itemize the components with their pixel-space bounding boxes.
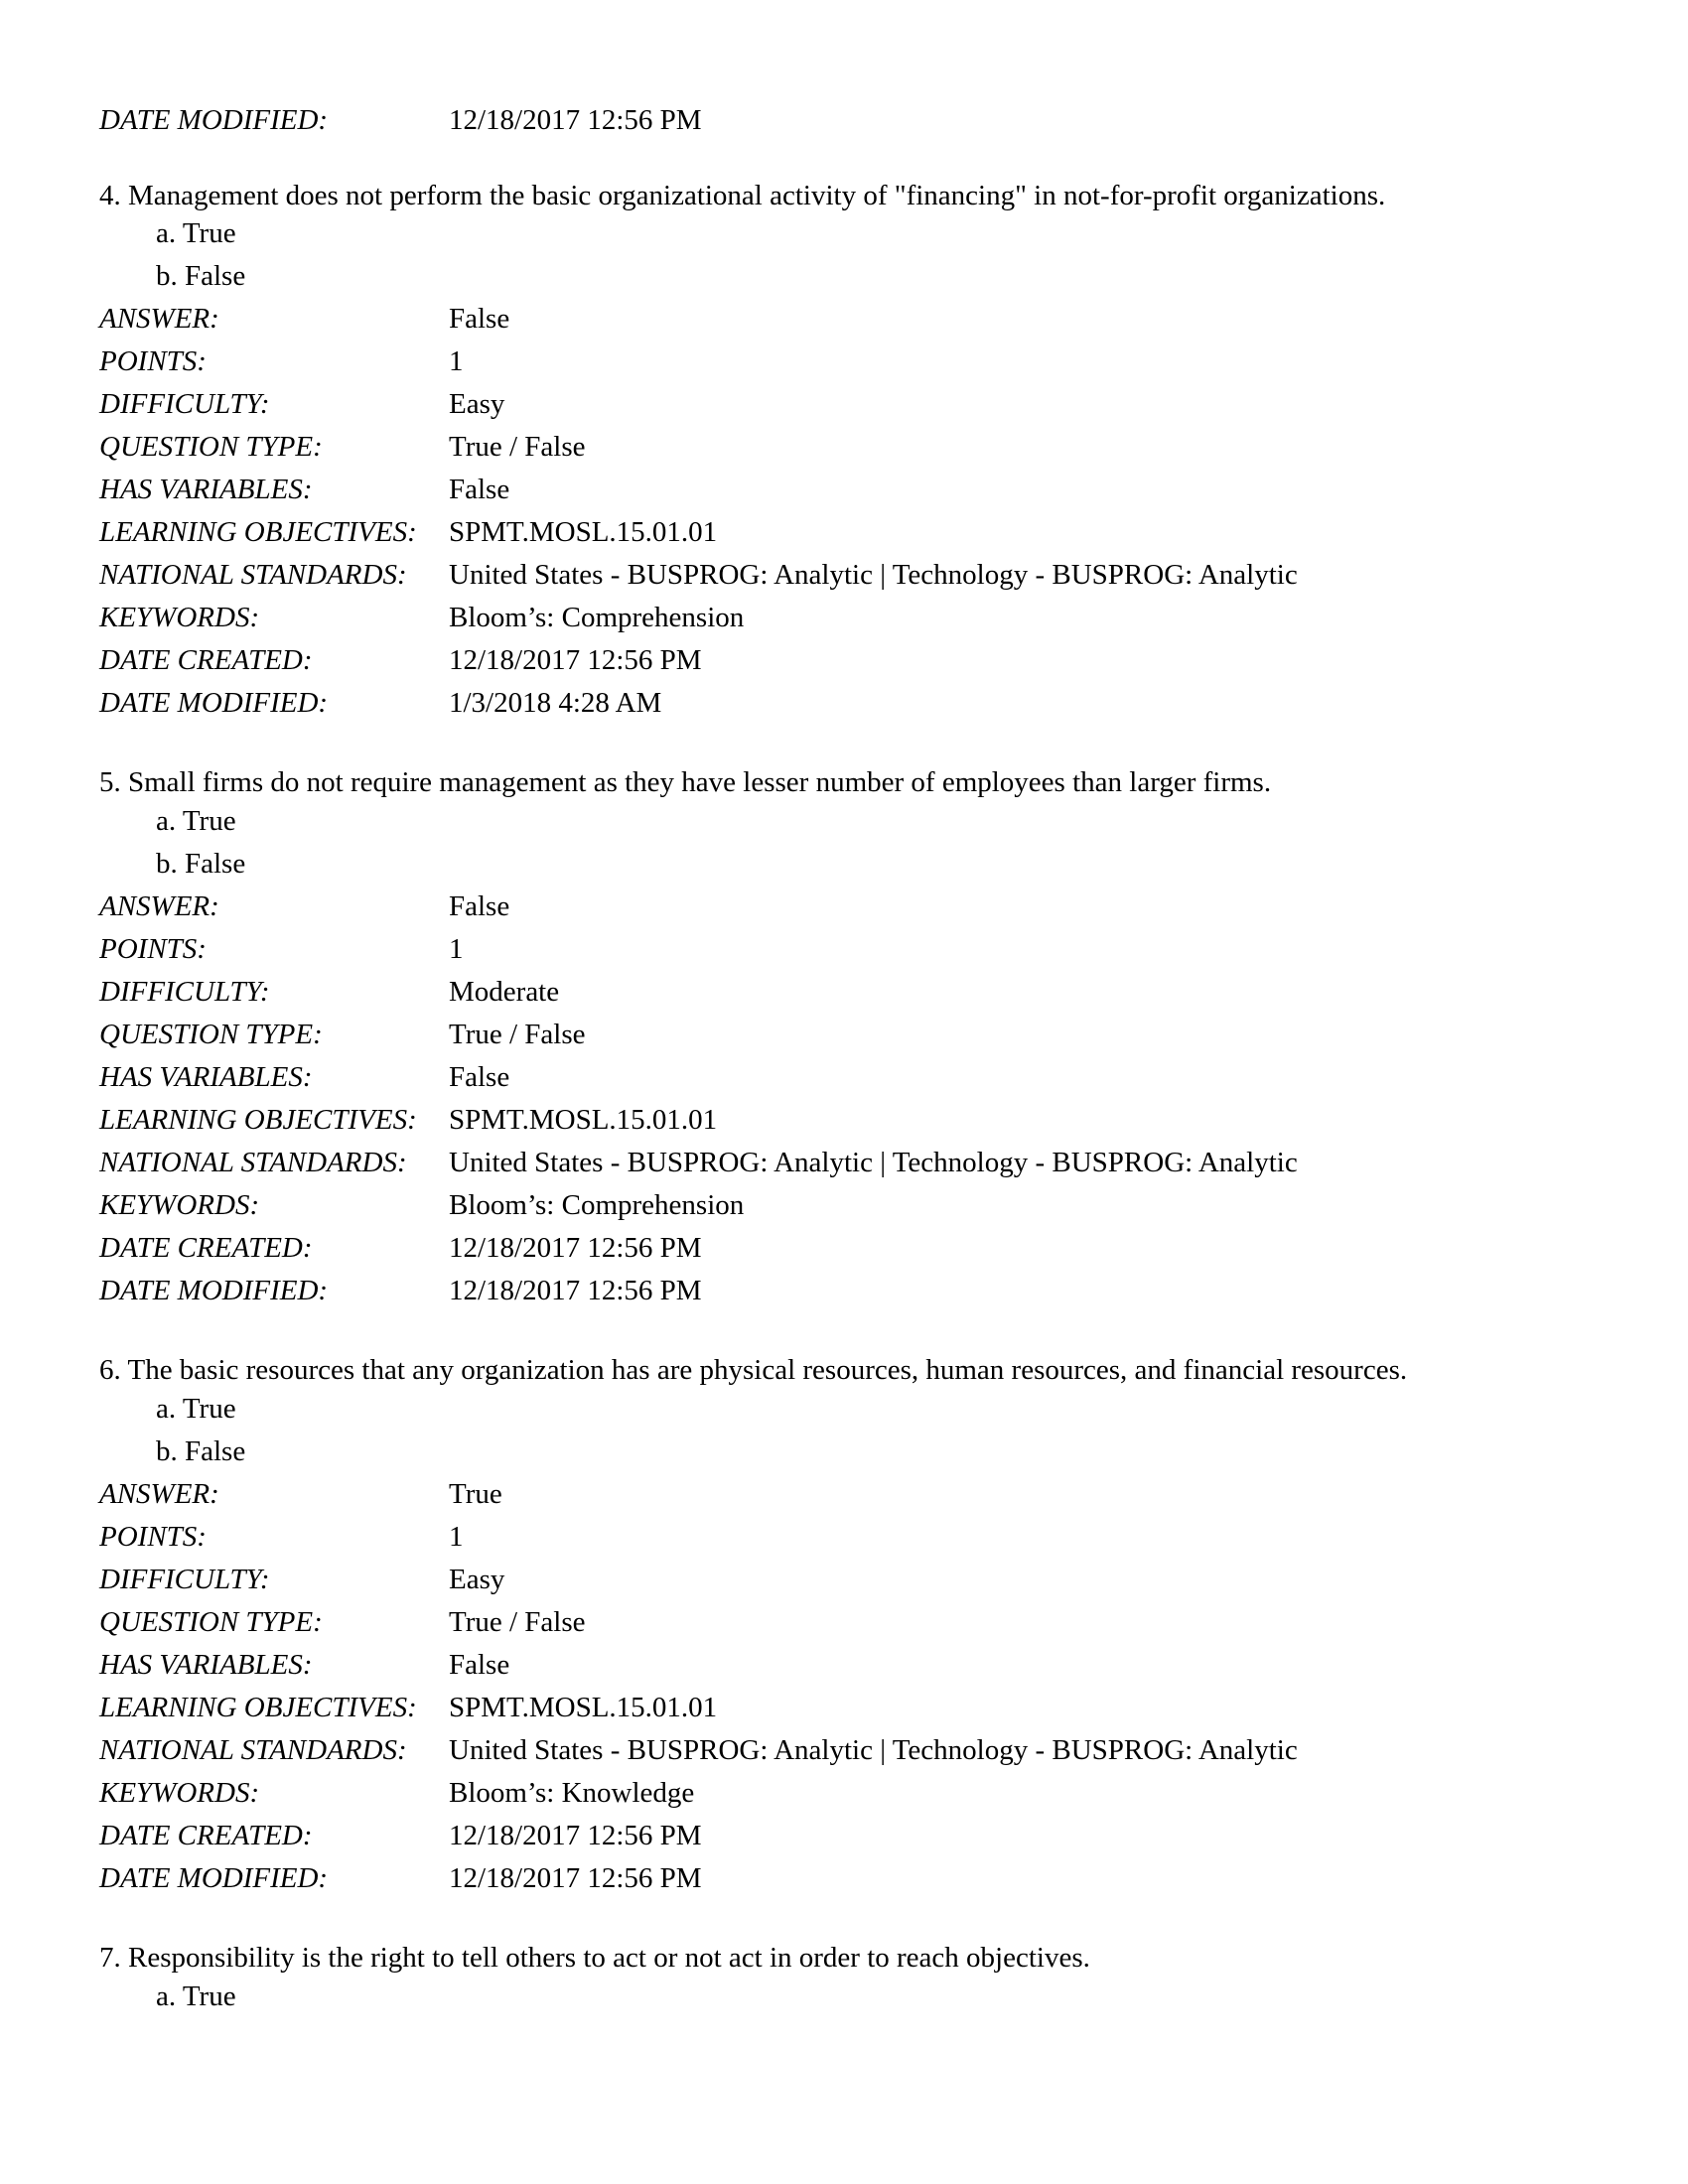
answer-option: b. False <box>156 848 246 880</box>
meta-value: False <box>449 474 510 505</box>
meta-row <box>99 387 504 421</box>
meta-row <box>99 1648 509 1682</box>
meta-row <box>99 643 702 677</box>
meta-value: False <box>449 1061 510 1093</box>
meta-value: False <box>449 303 510 335</box>
meta-value: Bloom’s: Knowledge <box>449 1777 695 1809</box>
meta-row <box>99 1776 694 1810</box>
meta-row <box>99 473 509 506</box>
meta-label: ANSWER: <box>99 890 219 922</box>
meta-label: DATE CREATED: <box>99 1820 313 1851</box>
meta-label: NATIONAL STANDARDS: <box>99 1147 407 1178</box>
meta-label: DATE CREATED: <box>99 644 313 676</box>
meta-value: 1 <box>449 933 464 965</box>
meta-value: 12/18/2017 12:56 PM <box>449 1820 702 1851</box>
meta-label: HAS VARIABLES: <box>99 474 313 505</box>
meta-label: LEARNING OBJECTIVES: <box>99 1692 417 1723</box>
meta-row <box>99 1060 509 1094</box>
meta-row <box>99 1103 717 1137</box>
meta-value: True / False <box>449 1606 586 1638</box>
meta-label: HAS VARIABLES: <box>99 1649 313 1681</box>
meta-row <box>99 1520 464 1554</box>
meta-value: 12/18/2017 12:56 PM <box>449 644 702 676</box>
meta-value: SPMT.MOSL.15.01.01 <box>449 1692 718 1723</box>
answer-option: a. True <box>156 1393 236 1425</box>
meta-value: 12/18/2017 12:56 PM <box>449 104 702 136</box>
meta-row <box>99 932 464 966</box>
meta-row <box>99 1691 717 1724</box>
meta-row <box>99 686 661 720</box>
meta-value: Bloom’s: Comprehension <box>449 1189 745 1221</box>
meta-row <box>99 1231 702 1265</box>
meta-row <box>99 1563 504 1596</box>
meta-label: KEYWORDS: <box>99 1777 260 1809</box>
answer-option: b. False <box>156 1435 246 1467</box>
question-stem: 7. Responsibility is the right to tell others to act or not act in order to reach objectives. <box>99 1942 1090 1974</box>
answer-option: b. False <box>156 260 246 292</box>
meta-value: Easy <box>449 388 505 420</box>
meta-value: 1 <box>449 345 464 377</box>
meta-value: True / False <box>449 1019 586 1050</box>
meta-row <box>99 1733 1298 1767</box>
meta-label: DATE CREATED: <box>99 1232 313 1264</box>
meta-row <box>99 975 559 1009</box>
meta-label: KEYWORDS: <box>99 1189 260 1221</box>
meta-row <box>99 1274 702 1307</box>
meta-value: Bloom’s: Comprehension <box>449 602 745 633</box>
meta-value: 1 <box>449 1521 464 1553</box>
meta-row <box>99 344 464 378</box>
meta-value: False <box>449 890 510 922</box>
meta-value: 12/18/2017 12:56 PM <box>449 1232 702 1264</box>
meta-row <box>99 601 744 634</box>
meta-value: United States - BUSPROG: Analytic | Technology - BUSPROG: Analytic <box>449 1147 1298 1178</box>
question-stem: 4. Management does not perform the basic organizational activity of "financing" in not-for-profit organizations. <box>99 180 1386 211</box>
meta-label: QUESTION TYPE: <box>99 1019 323 1050</box>
meta-label: KEYWORDS: <box>99 602 260 633</box>
answer-option: a. True <box>156 805 236 837</box>
meta-value: 12/18/2017 12:56 PM <box>449 1275 702 1306</box>
meta-value: United States - BUSPROG: Analytic | Technology - BUSPROG: Analytic <box>449 1734 1298 1766</box>
meta-label: POINTS: <box>99 345 207 377</box>
meta-label: DIFFICULTY: <box>99 388 270 420</box>
meta-value: Easy <box>449 1564 505 1595</box>
meta-value: Moderate <box>449 976 560 1008</box>
answer-option: a. True <box>156 1980 236 2012</box>
meta-label: HAS VARIABLES: <box>99 1061 313 1093</box>
meta-value: SPMT.MOSL.15.01.01 <box>449 516 718 548</box>
meta-label: LEARNING OBJECTIVES: <box>99 1104 417 1136</box>
meta-label: LEARNING OBJECTIVES: <box>99 516 417 548</box>
meta-value: True <box>449 1478 502 1510</box>
meta-row <box>99 1861 702 1895</box>
meta-label: DATE MODIFIED: <box>99 1275 329 1306</box>
meta-label: POINTS: <box>99 1521 207 1553</box>
meta-row <box>99 1605 586 1639</box>
meta-value: True / False <box>449 431 586 463</box>
meta-value: 1/3/2018 4:28 AM <box>449 687 662 719</box>
meta-label: QUESTION TYPE: <box>99 431 323 463</box>
meta-label: POINTS: <box>99 933 207 965</box>
meta-label: DATE MODIFIED: <box>99 1862 329 1894</box>
meta-row <box>99 1018 586 1051</box>
meta-row <box>99 430 586 464</box>
meta-row <box>99 889 509 923</box>
meta-label: DIFFICULTY: <box>99 1564 270 1595</box>
meta-row <box>99 1819 702 1852</box>
meta-value: SPMT.MOSL.15.01.01 <box>449 1104 718 1136</box>
meta-value: 12/18/2017 12:56 PM <box>449 1862 702 1894</box>
meta-label: NATIONAL STANDARDS: <box>99 1734 407 1766</box>
meta-label: QUESTION TYPE: <box>99 1606 323 1638</box>
meta-row <box>99 103 702 137</box>
meta-label: DATE MODIFIED: <box>99 104 329 136</box>
meta-row <box>99 1477 502 1511</box>
meta-row <box>99 1146 1298 1179</box>
meta-value: United States - BUSPROG: Analytic | Technology - BUSPROG: Analytic <box>449 559 1298 591</box>
meta-label: DIFFICULTY: <box>99 976 270 1008</box>
question-stem: 6. The basic resources that any organization has are physical resources, human resources, and financial resources. <box>99 1354 1408 1386</box>
meta-row <box>99 302 509 336</box>
meta-row <box>99 558 1298 592</box>
meta-label: NATIONAL STANDARDS: <box>99 559 407 591</box>
meta-value: False <box>449 1649 510 1681</box>
answer-option: a. True <box>156 217 236 249</box>
meta-row <box>99 515 717 549</box>
meta-label: ANSWER: <box>99 1478 219 1510</box>
meta-label: ANSWER: <box>99 303 219 335</box>
meta-label: DATE MODIFIED: <box>99 687 329 719</box>
meta-row <box>99 1188 744 1222</box>
question-stem: 5. Small firms do not require management as they have lesser number of employees than larger firms. <box>99 766 1272 798</box>
